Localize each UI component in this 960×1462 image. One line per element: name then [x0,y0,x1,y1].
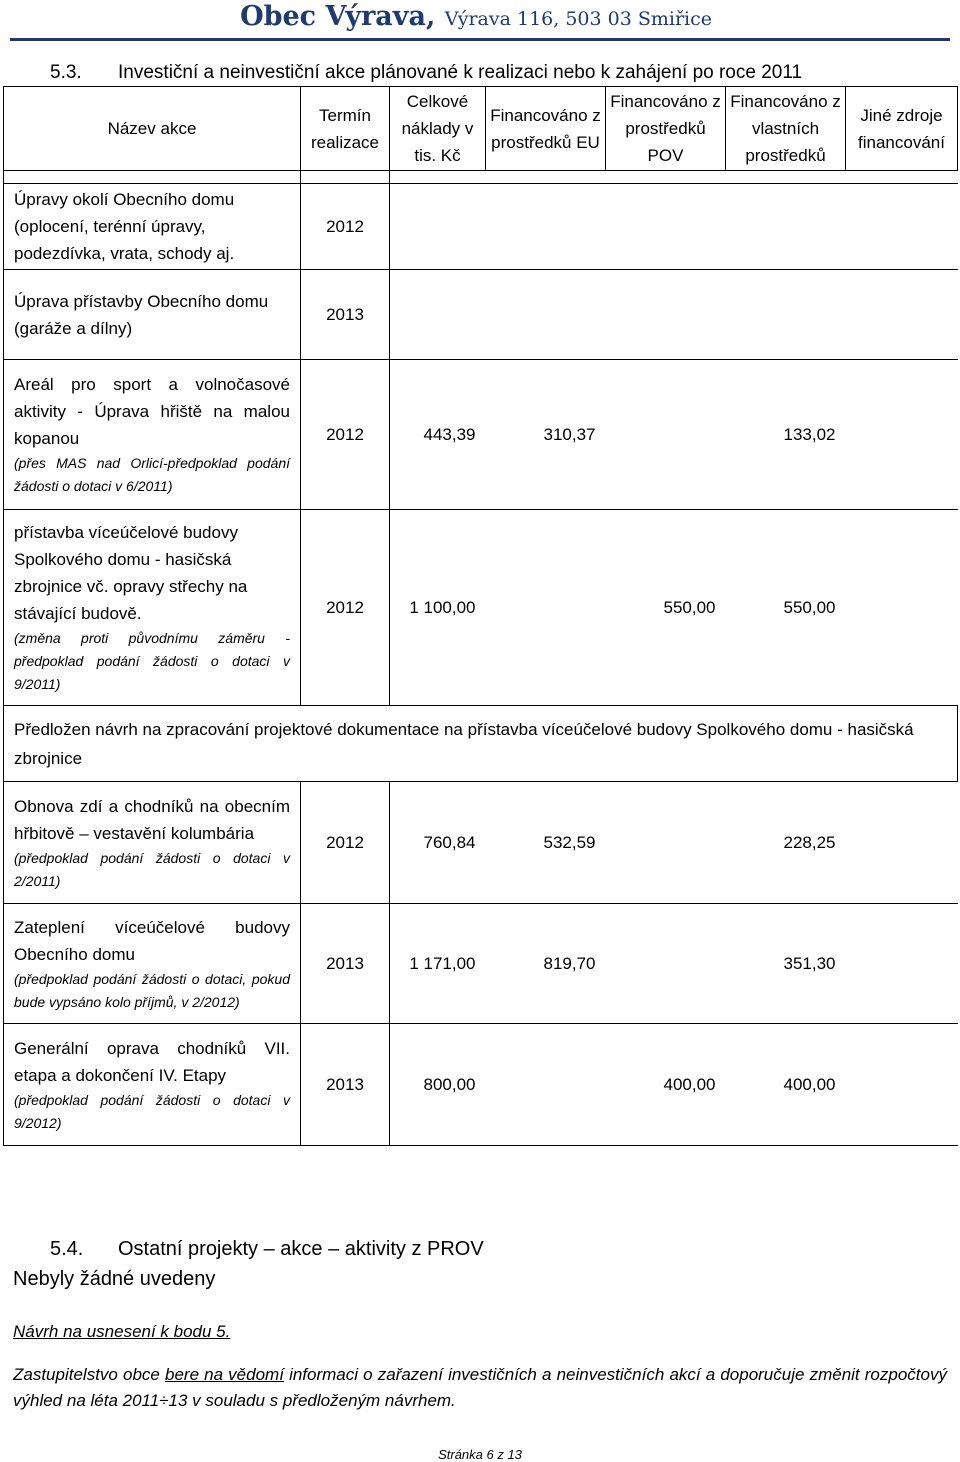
table-row [4,270,958,360]
row-total: 800,00 [390,1024,486,1146]
row-own: 228,25 [726,782,846,904]
section2-heading [50,1238,484,1261]
investment-table [3,86,958,1146]
row-name: Úpravy okolí Obecního domu (oplocení, terénní úpravy, podezdívka, vrata, schody aj. [4,184,301,270]
header-term: Termín realizace [301,87,390,171]
row-eu [486,184,606,270]
section2-text: Nebyly žádné uvedeny [13,1268,216,1290]
row-name-cell [4,1024,301,1146]
row-name-cell [4,782,301,904]
resolution-part2: informaci o zařazení investičních a neinvestičních akcí a doporučuje změnit rozpočtový výhled na léta 2011÷13 v souladu s předloženým návrhem. [13,1365,947,1410]
row-own: 400,00 [726,1024,846,1146]
row-pov [606,360,726,510]
row-note: (předpoklad podání žádosti o dotaci v 2/2011) [14,849,290,889]
row-eu: 532,59 [486,782,606,904]
header-pov: Financováno z prostředků POV [606,87,726,171]
row-other [846,904,958,1024]
row-pov [606,184,726,270]
row-name: Generální oprava chodníků VII. etapa a dokončení IV. Etapy [14,1038,290,1085]
section-heading [50,62,802,84]
row-note: (přes MAS nad Orlicí-předpoklad podání žádosti o dotaci v 6/2011) [14,455,290,494]
row-term: 2013 [301,1024,390,1146]
page-header-title [240,0,712,36]
row-term: 2012 [301,510,390,706]
row-eu: 310,37 [486,360,606,510]
page-number: Stránka 6 z 13 [438,1447,522,1462]
section2-number: 5.4. [50,1238,84,1260]
row-other [846,510,958,706]
row-pov: 400,00 [606,1024,726,1146]
header-total: Celkové náklady v tis. Kč [390,87,486,171]
table-row [4,360,958,510]
row-total [390,184,486,270]
org-name: Obec Výrava, [240,1,436,32]
row-note: (předpoklad podání žádosti o dotaci v 9/2012) [14,1091,290,1131]
section2-title: Ostatní projekty – akce – aktivity z PROV [118,1238,484,1260]
row-term: 2012 [301,360,390,510]
table-row [4,184,958,270]
header-rule [10,38,950,41]
row-total [390,270,486,360]
org-address: Výrava 116, 503 03 Smiřice [444,8,712,30]
table-merged-row [4,706,958,782]
row-eu [486,510,606,706]
table-spacer [4,171,958,184]
row-term: 2013 [301,904,390,1024]
row-name: Úprava přístavby Obecního domu (garáže a dílny) [4,270,301,360]
row-other [846,184,958,270]
resolution-part1: Zastupitelstvo obce [13,1365,165,1384]
row-name-cell [4,904,301,1024]
row-name: Areál pro sport a volnočasové aktivity - Úprava hřiště na malou kopanou [14,375,290,448]
row-total: 760,84 [390,782,486,904]
row-other [846,782,958,904]
table-header-row [4,87,958,171]
section-number: 5.3. [50,62,82,83]
header-own: Financováno z vlastních prostředků [726,87,846,171]
merged-note: Předložen návrh na zpracování projektové dokumentace na přístavba víceúčelové budovy Spolkového domu - hasičská zbrojnice [4,706,958,782]
row-pov [606,782,726,904]
proposal-heading: Návrh na usnesení k bodu 5. [13,1322,231,1341]
header-name: Název akce [4,87,301,171]
row-pov: 550,00 [606,510,726,706]
table-row [4,782,958,904]
resolution-text [13,1362,947,1414]
row-term: 2012 [301,184,390,270]
row-other [846,360,958,510]
section-title: Investiční a neinvestiční akce plánované k realizaci nebo k zahájení po roce 2011 [118,62,803,83]
row-own: 550,00 [726,510,846,706]
row-note: (změna proti původnímu záměru - předpoklad podání žádosti o dotaci v 9/2011) [14,630,290,692]
row-pov [606,270,726,360]
row-own: 133,02 [726,360,846,510]
row-term: 2012 [301,782,390,904]
table-row [4,1024,958,1146]
row-note: (předpoklad podání žádosti o dotaci, pokud bude vypsáno kolo příjmů, v 2/2012) [14,970,290,1010]
table-row [4,510,958,706]
header-other: Jiné zdroje financování [846,87,958,171]
row-other [846,1024,958,1146]
row-own: 351,30 [726,904,846,1024]
row-eu [486,270,606,360]
row-own [726,184,846,270]
row-name: Obnova zdí a chodníků na obecním hřbitově – vestavění kolumbária [14,796,290,843]
resolution-underlined: bere na vědomí [165,1365,284,1384]
row-total: 1 171,00 [390,904,486,1024]
header-eu: Financováno z prostředků EU [486,87,606,171]
row-name-cell [4,510,301,706]
row-term: 2013 [301,270,390,360]
row-total: 1 100,00 [390,510,486,706]
row-name: přístavba víceúčelové budovy Spolkového domu - hasičská zbrojnice vč. opravy střechy na stávající budově. [14,523,248,623]
row-name: Zateplení víceúčelové budovy Obecního domu [14,917,290,964]
row-other [846,270,958,360]
table-row [4,904,958,1024]
row-pov [606,904,726,1024]
row-eu: 819,70 [486,904,606,1024]
row-name-cell [4,360,301,510]
row-total: 443,39 [390,360,486,510]
row-own [726,270,846,360]
row-eu [486,1024,606,1146]
